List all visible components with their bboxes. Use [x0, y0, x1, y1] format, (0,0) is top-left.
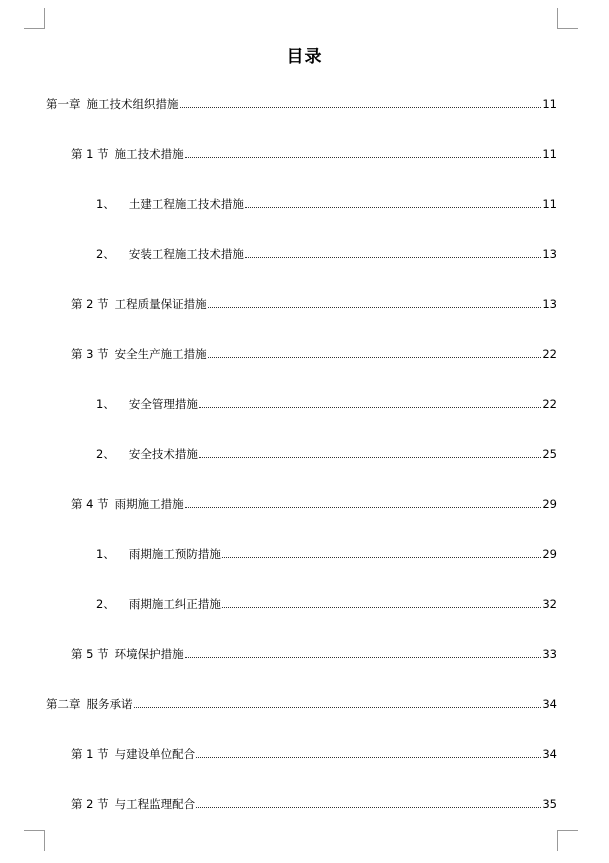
toc-entry-label: 施工技术措施 — [114, 147, 184, 161]
toc-dot-leader — [196, 807, 541, 808]
toc-entry-page: 35 — [542, 797, 557, 811]
toc-entry-number: 1、 — [96, 547, 115, 561]
toc-title: 目录 — [286, 47, 323, 67]
toc-dot-leader — [196, 757, 541, 758]
toc-entry-section[interactable] — [71, 496, 557, 512]
toc-dot-leader — [134, 707, 542, 708]
toc-entry-number: 2、 — [96, 447, 115, 461]
toc-dot-leader — [185, 157, 542, 158]
toc-entry-item[interactable] — [96, 596, 557, 612]
toc-entry-section[interactable] — [71, 646, 557, 662]
crop-mark-top-right — [557, 8, 578, 29]
toc-dot-leader — [180, 107, 542, 108]
toc-entry-section[interactable] — [71, 146, 557, 162]
toc-entry-chapter[interactable] — [46, 696, 557, 712]
toc-entry-number: 2、 — [96, 247, 115, 261]
toc-entry-item[interactable] — [96, 446, 557, 462]
toc-entry-label: 安全管理措施 — [128, 397, 198, 411]
toc-entry-label: 施工技术组织措施 — [86, 97, 179, 111]
crop-mark-bottom-right — [557, 830, 578, 851]
toc-entry-number: 第 1 节 — [71, 747, 109, 761]
toc-entry-number: 第一章 — [46, 97, 81, 111]
toc-dot-leader — [245, 207, 542, 208]
toc-entry-page: 25 — [542, 447, 557, 461]
toc-dot-leader — [245, 257, 542, 258]
toc-dot-leader — [208, 357, 542, 358]
toc-entry-item[interactable] — [96, 246, 557, 262]
toc-entry-label: 雨期施工纠正措施 — [128, 597, 221, 611]
toc-entry-label: 安装工程施工技术措施 — [128, 247, 244, 261]
toc-entry-section[interactable] — [71, 346, 557, 362]
toc-entry-page: 22 — [542, 397, 557, 411]
toc-dot-leader — [185, 507, 542, 508]
toc-entry-label: 雨期施工措施 — [114, 497, 184, 511]
toc-entry-number: 2、 — [96, 597, 115, 611]
toc-entry-section[interactable] — [71, 746, 557, 762]
toc-entry-number: 第 2 节 — [71, 297, 109, 311]
toc-entry-label: 雨期施工预防措施 — [128, 547, 221, 561]
toc-entry-label: 安全生产施工措施 — [114, 347, 207, 361]
toc-entry-number: 第 1 节 — [71, 147, 109, 161]
toc-entry-chapter[interactable] — [46, 96, 557, 112]
toc-entry-page: 22 — [542, 347, 557, 361]
toc-entry-label: 土建工程施工技术措施 — [128, 197, 244, 211]
toc-entry-page: 13 — [542, 247, 557, 261]
toc-entry-page: 34 — [542, 697, 557, 711]
crop-mark-top-left — [24, 8, 45, 29]
toc-entry-page: 29 — [542, 547, 557, 561]
toc-entry-section[interactable] — [71, 296, 557, 312]
toc-entry-number: 第 3 节 — [71, 347, 109, 361]
toc-entry-item[interactable] — [96, 396, 557, 412]
toc-entry-label: 环境保护措施 — [114, 647, 184, 661]
toc-entry-section[interactable] — [71, 796, 557, 812]
toc-entry-label: 安全技术措施 — [128, 447, 198, 461]
toc-entry-number: 1、 — [96, 197, 115, 211]
toc-entry-number: 第 2 节 — [71, 797, 109, 811]
toc-entry-label: 服务承诺 — [86, 697, 133, 711]
toc-entry-label: 与建设单位配合 — [114, 747, 196, 761]
toc-dot-leader — [199, 457, 542, 458]
toc-entry-page: 11 — [542, 97, 557, 111]
toc-entry-page: 34 — [542, 747, 557, 761]
crop-mark-bottom-left — [24, 830, 45, 851]
toc-entry-number: 第 5 节 — [71, 647, 109, 661]
toc-dot-leader — [208, 307, 542, 308]
toc-entry-number: 1、 — [96, 397, 115, 411]
toc-entry-label: 与工程监理配合 — [114, 797, 196, 811]
toc-entry-page: 32 — [542, 597, 557, 611]
toc-entry-number: 第二章 — [46, 697, 81, 711]
toc-entry-item[interactable] — [96, 546, 557, 562]
toc-dot-leader — [199, 407, 542, 408]
toc-entry-label: 工程质量保证措施 — [114, 297, 207, 311]
toc-entry-page: 33 — [542, 647, 557, 661]
toc-entry-page: 13 — [542, 297, 557, 311]
toc-entry-item[interactable] — [96, 196, 557, 212]
toc-dot-leader — [185, 657, 542, 658]
toc-entry-page: 11 — [542, 197, 557, 211]
toc-entry-page: 11 — [542, 147, 557, 161]
toc-dot-leader — [222, 557, 542, 558]
toc-entry-page: 29 — [542, 497, 557, 511]
toc-entry-number: 第 4 节 — [71, 497, 109, 511]
toc-dot-leader — [222, 607, 542, 608]
